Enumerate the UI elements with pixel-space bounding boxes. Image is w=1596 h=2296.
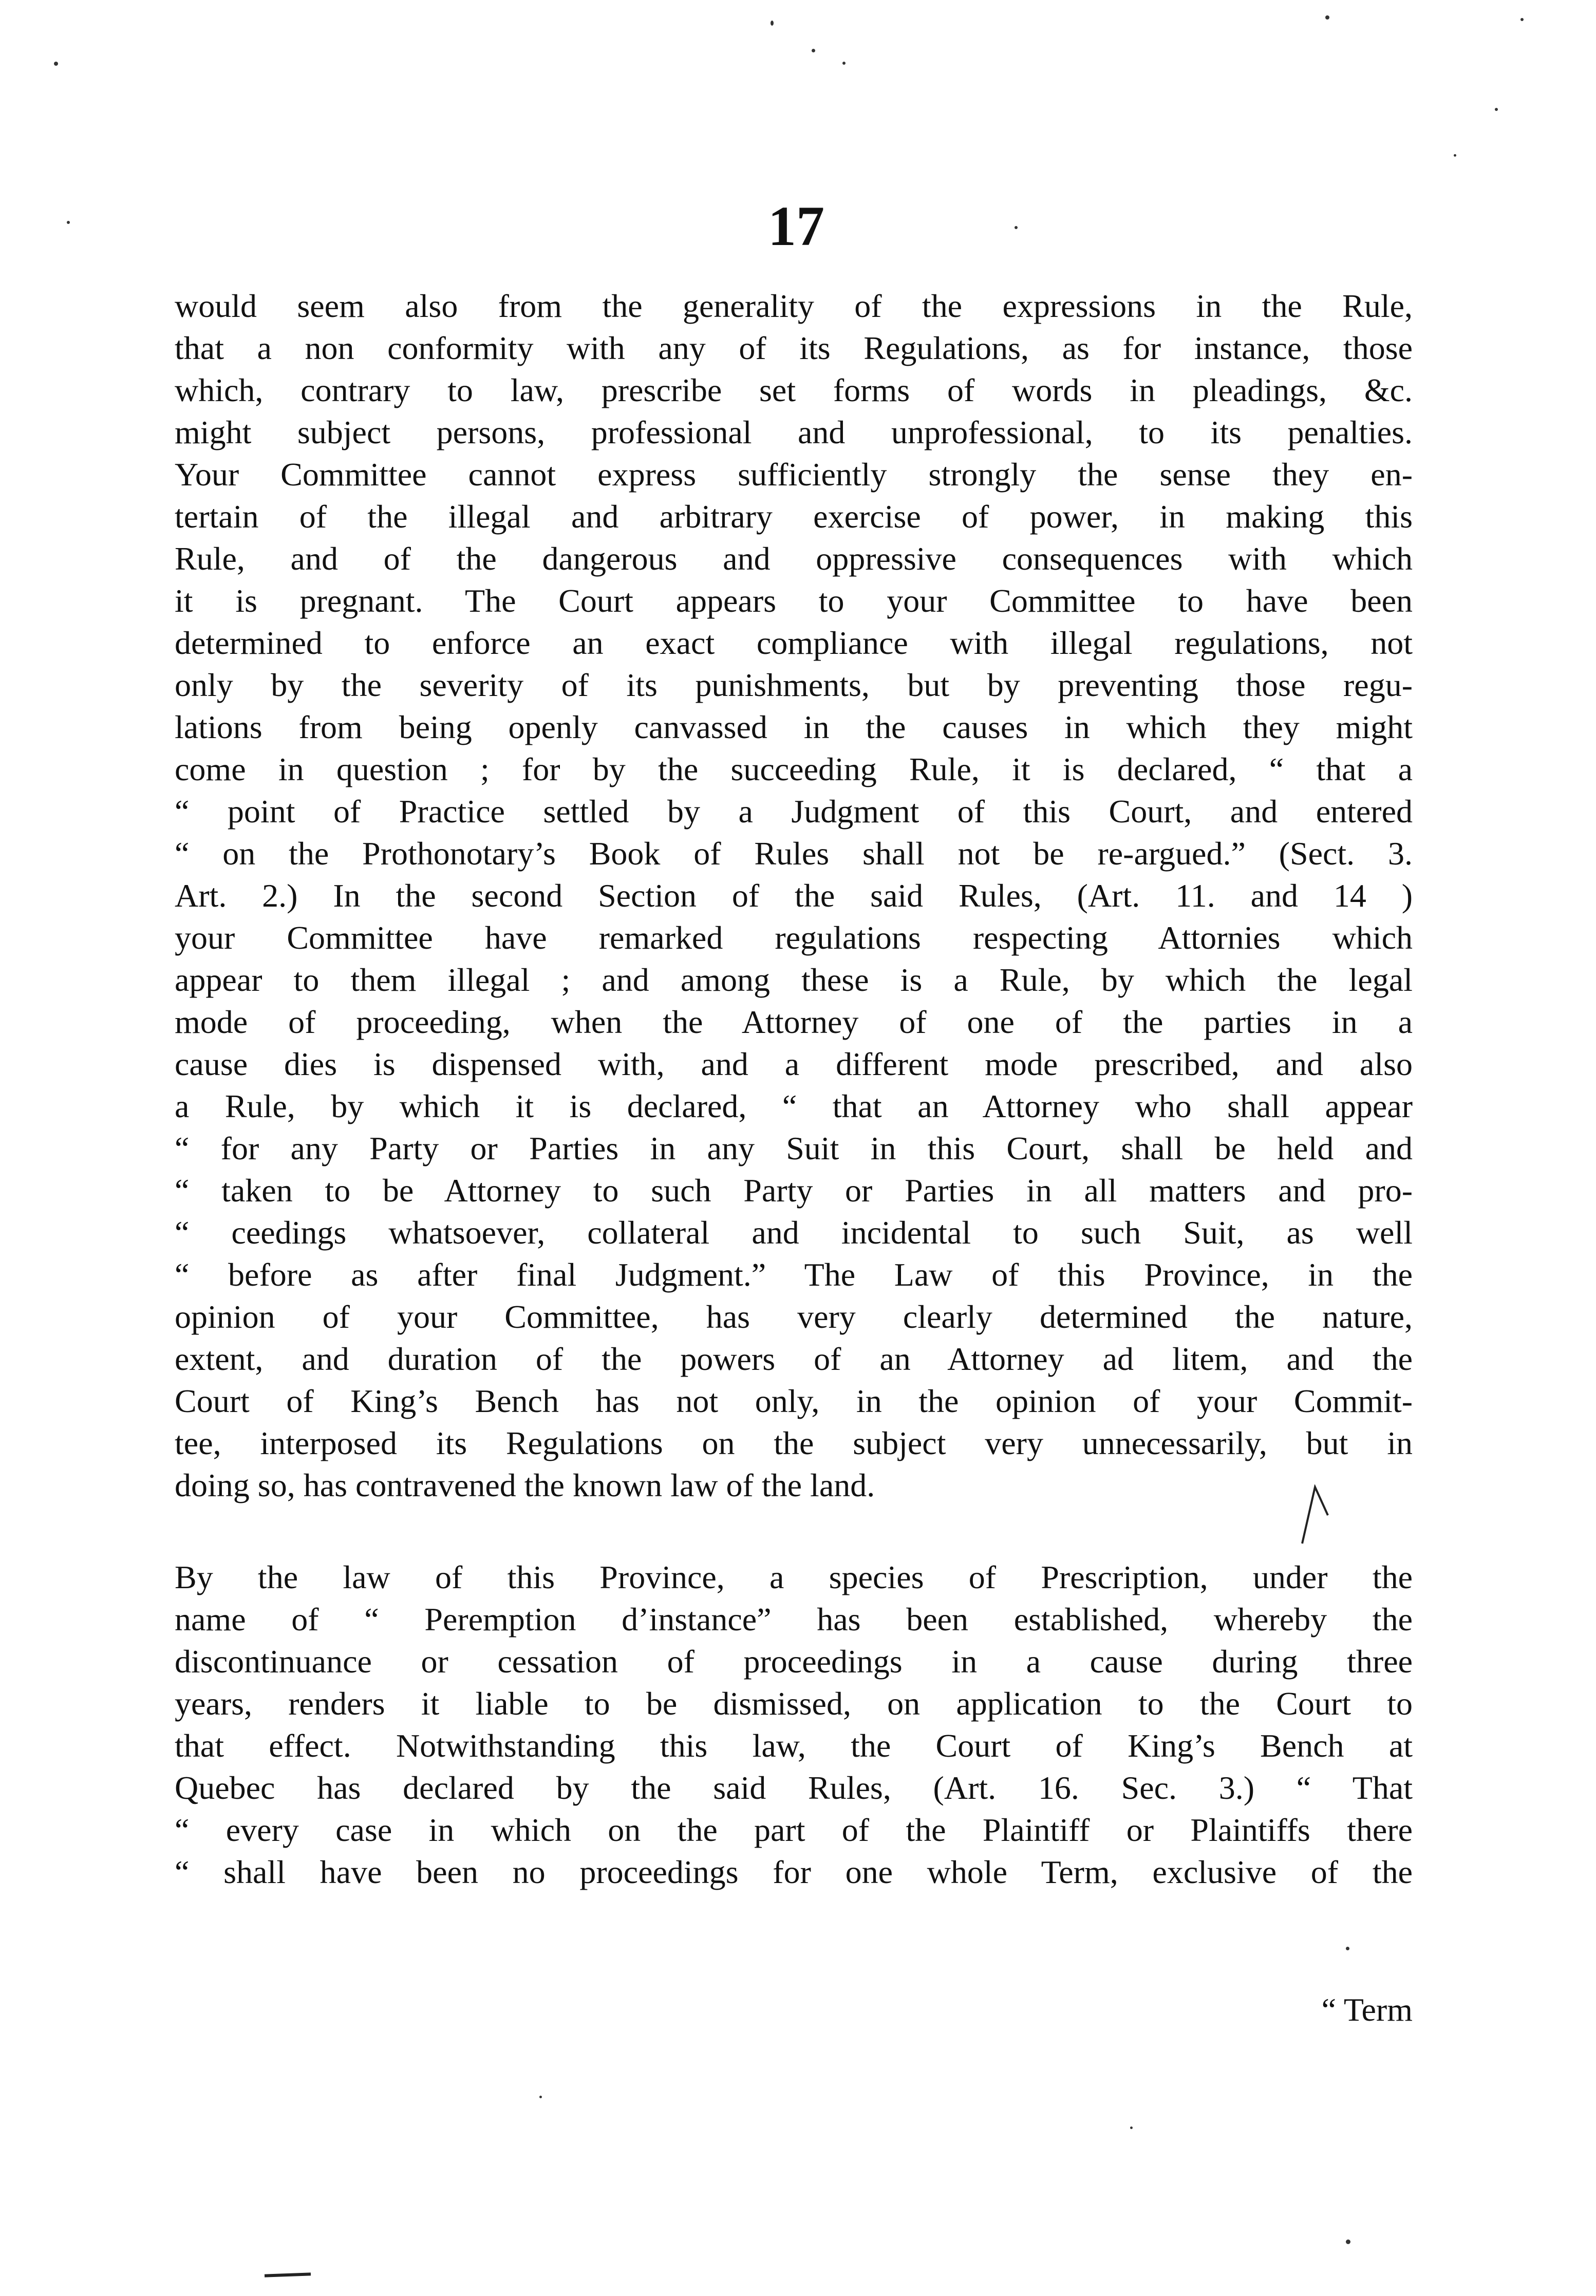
text-line: “ point of Practice settled by a Judgment of this Court, and entered [175,793,1413,830]
text-line: “ for any Party or Parties in any Suit in this Court, shall be held and [175,1130,1413,1166]
text-line: appear to them illegal ; and among these is a Rule, by which the legal [175,962,1413,998]
text-line: determined to enforce an exact compliance with illegal regulations, not [175,625,1413,661]
text-line: that effect. Notwithstanding this law, the Court of King’s Bench at [175,1727,1413,1764]
text-line: extent, and duration of the powers of an Attorney ad litem, and the [175,1341,1413,1377]
text-line: name of “ Peremption d’instance” has been established, whereby the [175,1601,1413,1638]
text-line: tertain of the illegal and arbitrary exercise of power, in making this [175,498,1413,535]
text-line: Court of King’s Bench has not only, in the opinion of your Commit- [175,1383,1413,1419]
text-line: “ ceedings whatsoever, collateral and incidental to such Suit, as well [175,1214,1413,1251]
text-line: “ every case in which on the part of the Plaintiff or Plaintiffs there [175,1812,1413,1848]
text-line: years, renders it liable to be dismissed, on application to the Court to [175,1685,1413,1722]
text-line: discontinuance or cessation of proceedings in a cause during three [175,1643,1413,1680]
text-line: doing so, has contravened the known law of the land. [175,1467,875,1503]
text-line: Rule, and of the dangerous and oppressive consequences with which [175,540,1413,577]
text-line: that a non conformity with any of its Regulations, as for instance, those [175,330,1413,366]
text-line: come in question ; for by the succeeding Rule, it is declared, “ that a [175,751,1413,787]
text-line: Quebec has declared by the said Rules, (Art. 16. Sec. 3.) “ That [175,1770,1413,1806]
text-line: Your Committee cannot express sufficiently strongly the sense they en- [175,456,1413,493]
text-line: lations from being openly canvassed in the causes in which they might [175,709,1413,745]
catchword: “ Term [1321,1991,1413,2028]
text-line: which, contrary to law, prescribe set forms of words in pleadings, &c. [175,372,1413,408]
page-number: 17 [768,195,824,257]
text-line: only by the severity of its punishments, but by preventing those regu- [175,667,1413,703]
text-line: would seem also from the generality of the expressions in the Rule, [175,288,1413,324]
text-line: tee, interposed its Regulations on the subject very unnecessarily, but in [175,1425,1413,1461]
text-line: it is pregnant. The Court appears to your Committee to have been [175,582,1413,619]
pen-stroke [265,2272,311,2277]
text-line: opinion of your Committee, has very clearly determined the nature, [175,1298,1413,1335]
paragraph-1 [175,285,1413,1507]
text-line: cause dies is dispensed with, and a different mode prescribed, and also [175,1046,1413,1082]
text-line: might subject persons, professional and unprofessional, to its penalties. [175,414,1413,450]
text-line: mode of proceeding, when the Attorney of one of the parties in a [175,1004,1413,1040]
text-line: a Rule, by which it is declared, “ that an Attorney who shall appear [175,1088,1413,1124]
text-line: “ on the Prothonotary’s Book of Rules shall not be re-argued.” (Sect. 3. [175,835,1413,872]
text-line: “ before as after final Judgment.” The Law of this Province, in the [175,1256,1413,1293]
text-line: “ taken to be Attorney to such Party or Parties in all matters and pro- [175,1172,1413,1209]
text-line: your Committee have remarked regulations respecting Attornies which [175,919,1413,956]
ink-mark [1297,1484,1333,1546]
paragraph-2 [175,1556,1413,1893]
text-line: By the law of this Province, a species of Prescription, under the [175,1559,1413,1595]
text-line: “ shall have been no proceedings for one whole Term, exclusive of the [175,1854,1413,1890]
text-line: Art. 2.) In the second Section of the said Rules, (Art. 11. and 14 ) [175,877,1413,914]
